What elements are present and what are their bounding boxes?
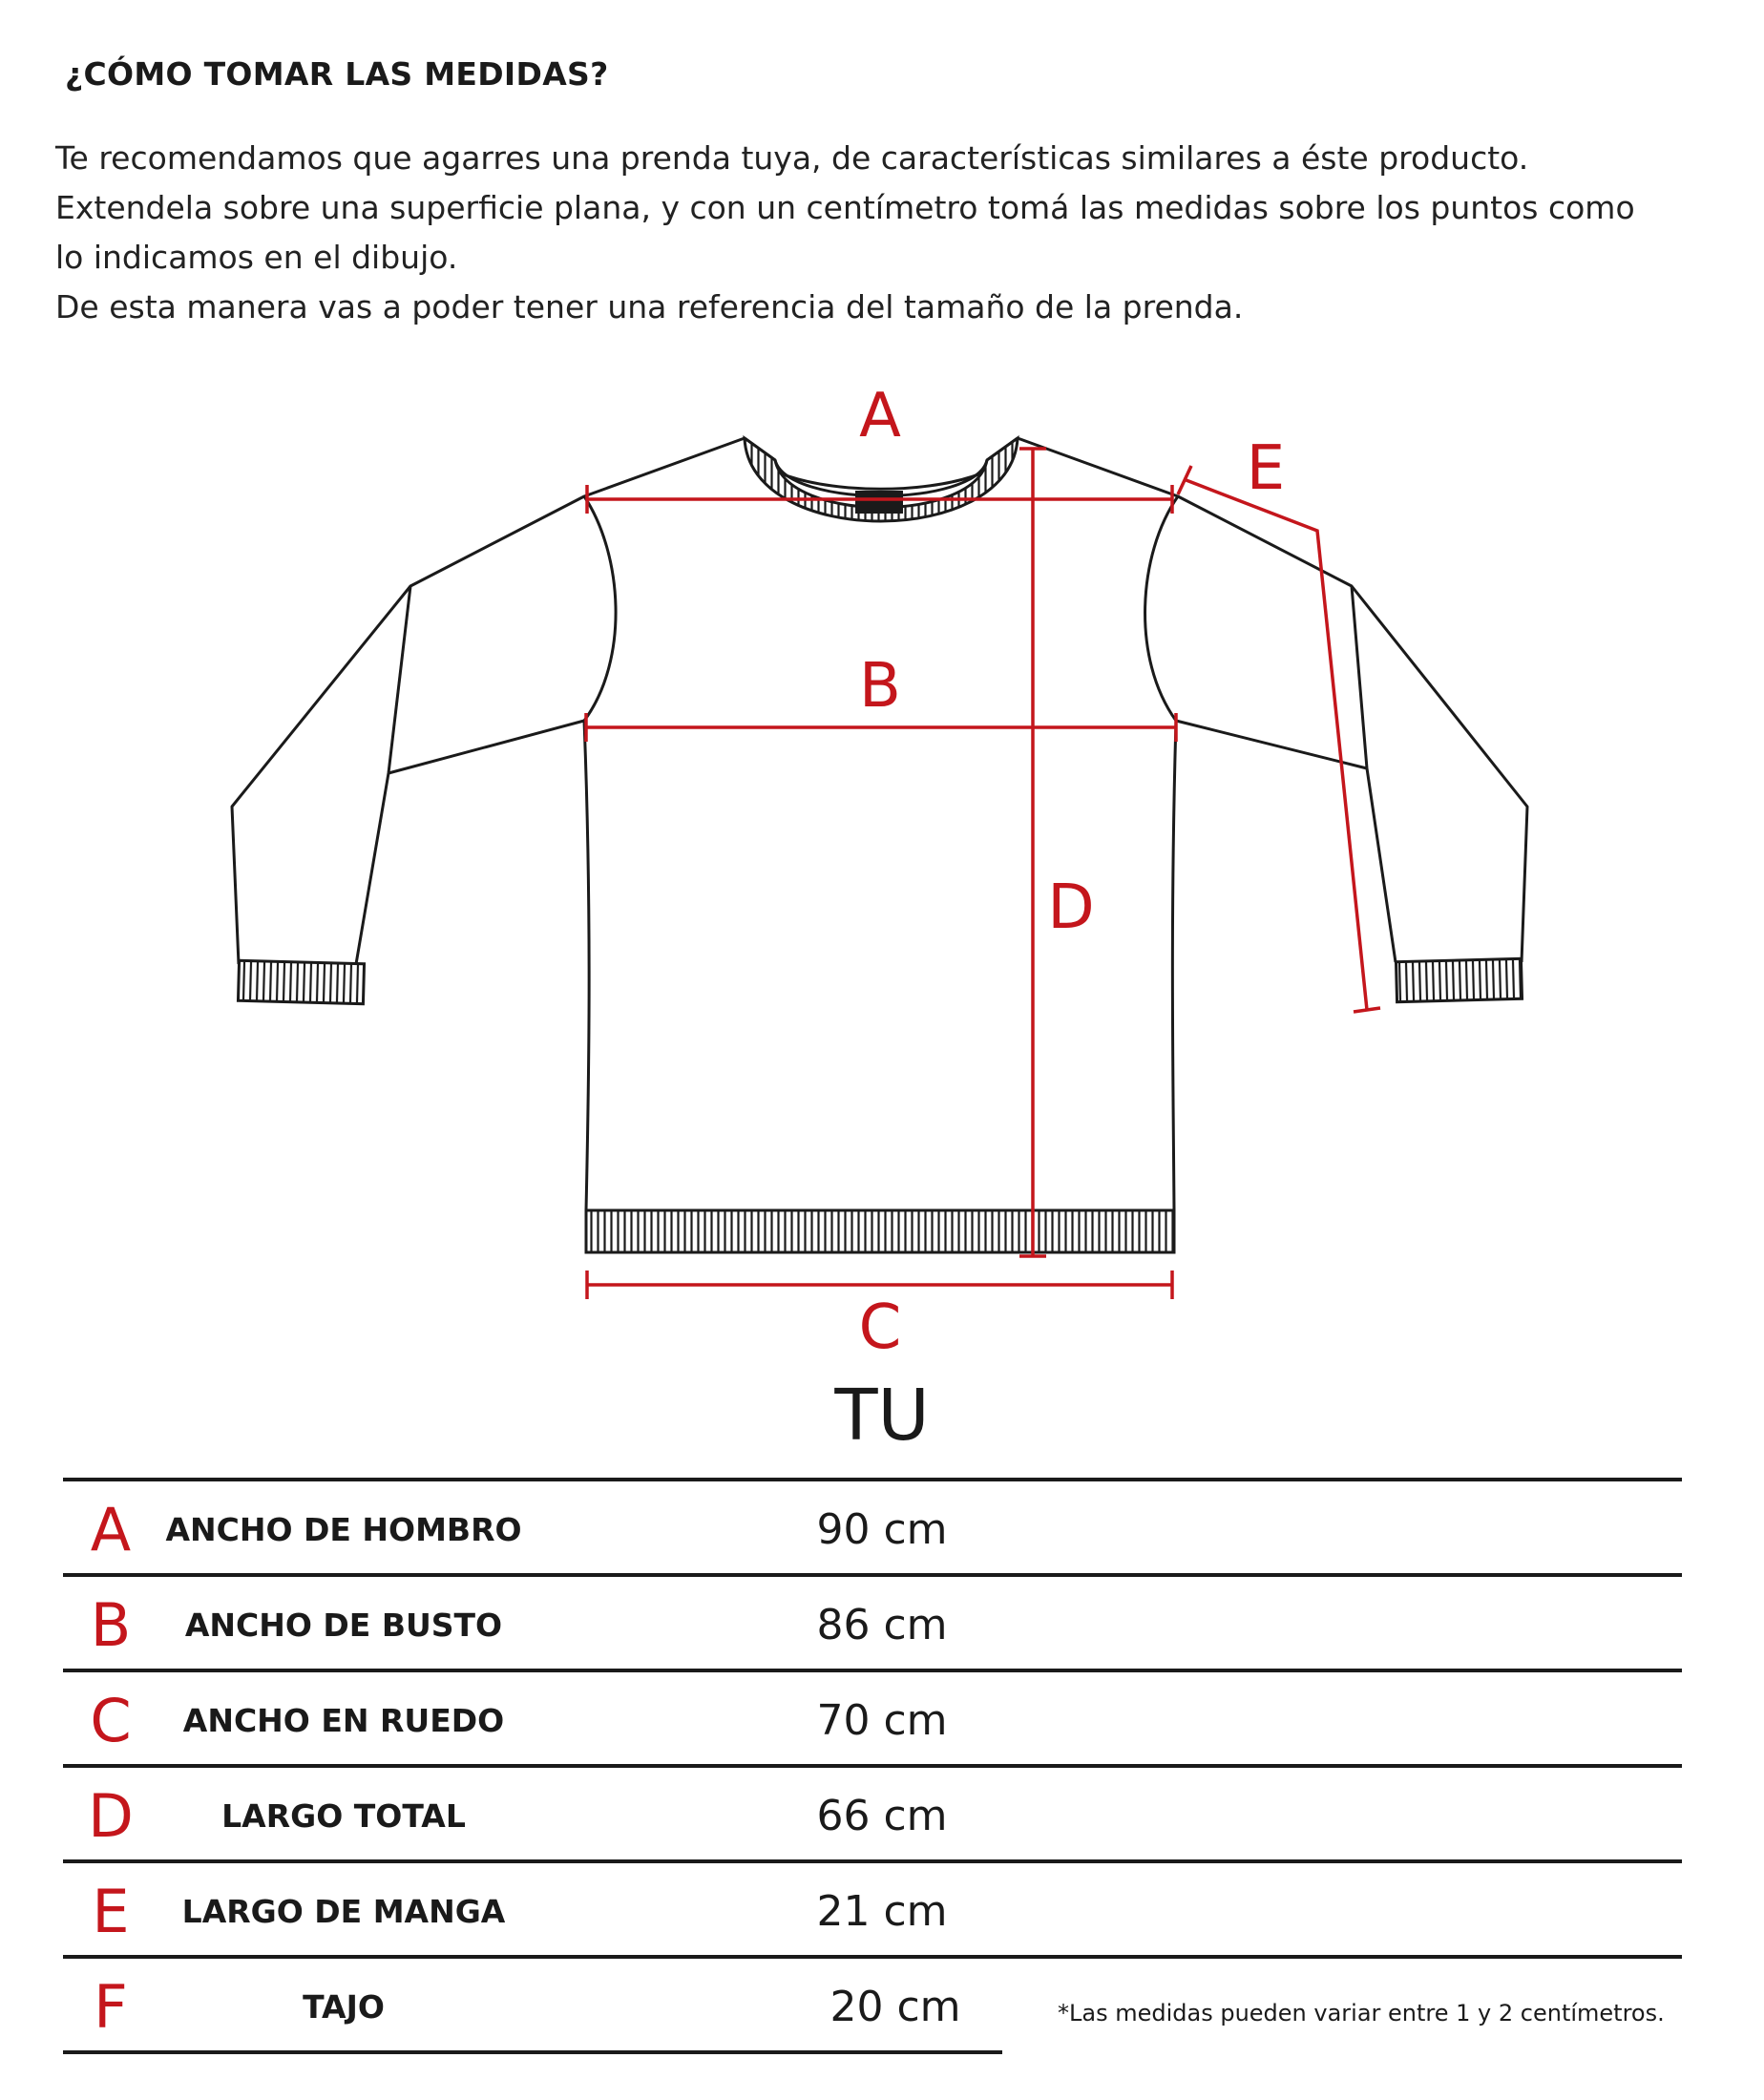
- instructions-line: Te recomendamos que agarres una prenda tuya, de características similares a éste producto.: [55, 139, 1529, 177]
- diagram-label-b: B: [859, 651, 901, 722]
- row-letter: C: [90, 1686, 132, 1755]
- row-value: 90 cm: [816, 1505, 948, 1554]
- row-letter: A: [90, 1495, 132, 1564]
- size-header: TU: [834, 1375, 930, 1457]
- row-label: ANCHO DE BUSTO: [184, 1606, 503, 1644]
- table-rule: [63, 1478, 1682, 1481]
- left-cuff: [238, 960, 364, 1003]
- table-rule: [63, 1764, 1682, 1768]
- measurement-lines: [586, 449, 1380, 1299]
- instructions-line: De esta manera vas a poder tener una referencia del tamaño de la prenda.: [55, 288, 1244, 326]
- diagram-label-d: D: [1047, 872, 1095, 943]
- table-rule: [63, 1955, 1682, 1959]
- right-cuff: [1396, 958, 1522, 1001]
- instructions-text: [55, 134, 1716, 332]
- row-letter: F: [94, 1972, 128, 2042]
- sweater-measurement-diagram: [0, 363, 1764, 1375]
- diagram-label-e: E: [1246, 433, 1286, 504]
- row-letter: E: [92, 1877, 130, 1946]
- table-rule: [63, 1669, 1682, 1672]
- sweater-outline: [232, 438, 1527, 1210]
- row-letter: D: [88, 1781, 134, 1851]
- diagram-label-c: C: [858, 1292, 902, 1363]
- row-value: 66 cm: [816, 1792, 948, 1840]
- table-rule: [63, 2050, 1002, 2054]
- row-value: 21 cm: [816, 1887, 948, 1936]
- row-label: ANCHO EN RUEDO: [182, 1702, 505, 1739]
- row-label: LARGO TOTAL: [221, 1797, 466, 1835]
- hem-ribbing: [586, 1210, 1174, 1252]
- neck-label: [855, 491, 903, 514]
- instructions-line: Extendela sobre una superficie plana, y con un centímetro tomá las medidas sobre los puntos como: [55, 189, 1635, 226]
- row-letter: B: [90, 1590, 132, 1660]
- row-label: ANCHO DE HOMBRO: [165, 1511, 522, 1548]
- row-label: LARGO DE MANGA: [181, 1893, 506, 1930]
- table-rule: [63, 1859, 1682, 1863]
- row-label: TAJO: [303, 1988, 385, 2026]
- page-title: ¿CÓMO TOMAR LAS MEDIDAS?: [65, 55, 609, 93]
- row-value: 20 cm: [830, 1983, 961, 2031]
- instructions-line: lo indicamos en el dibujo.: [55, 239, 458, 276]
- row-value: 86 cm: [816, 1601, 948, 1649]
- measurement-note: *Las medidas pueden variar entre 1 y 2 centímetros.: [1058, 2000, 1665, 2026]
- table-rule: [63, 1573, 1682, 1577]
- row-value: 70 cm: [816, 1696, 948, 1745]
- diagram-label-a: A: [859, 381, 901, 452]
